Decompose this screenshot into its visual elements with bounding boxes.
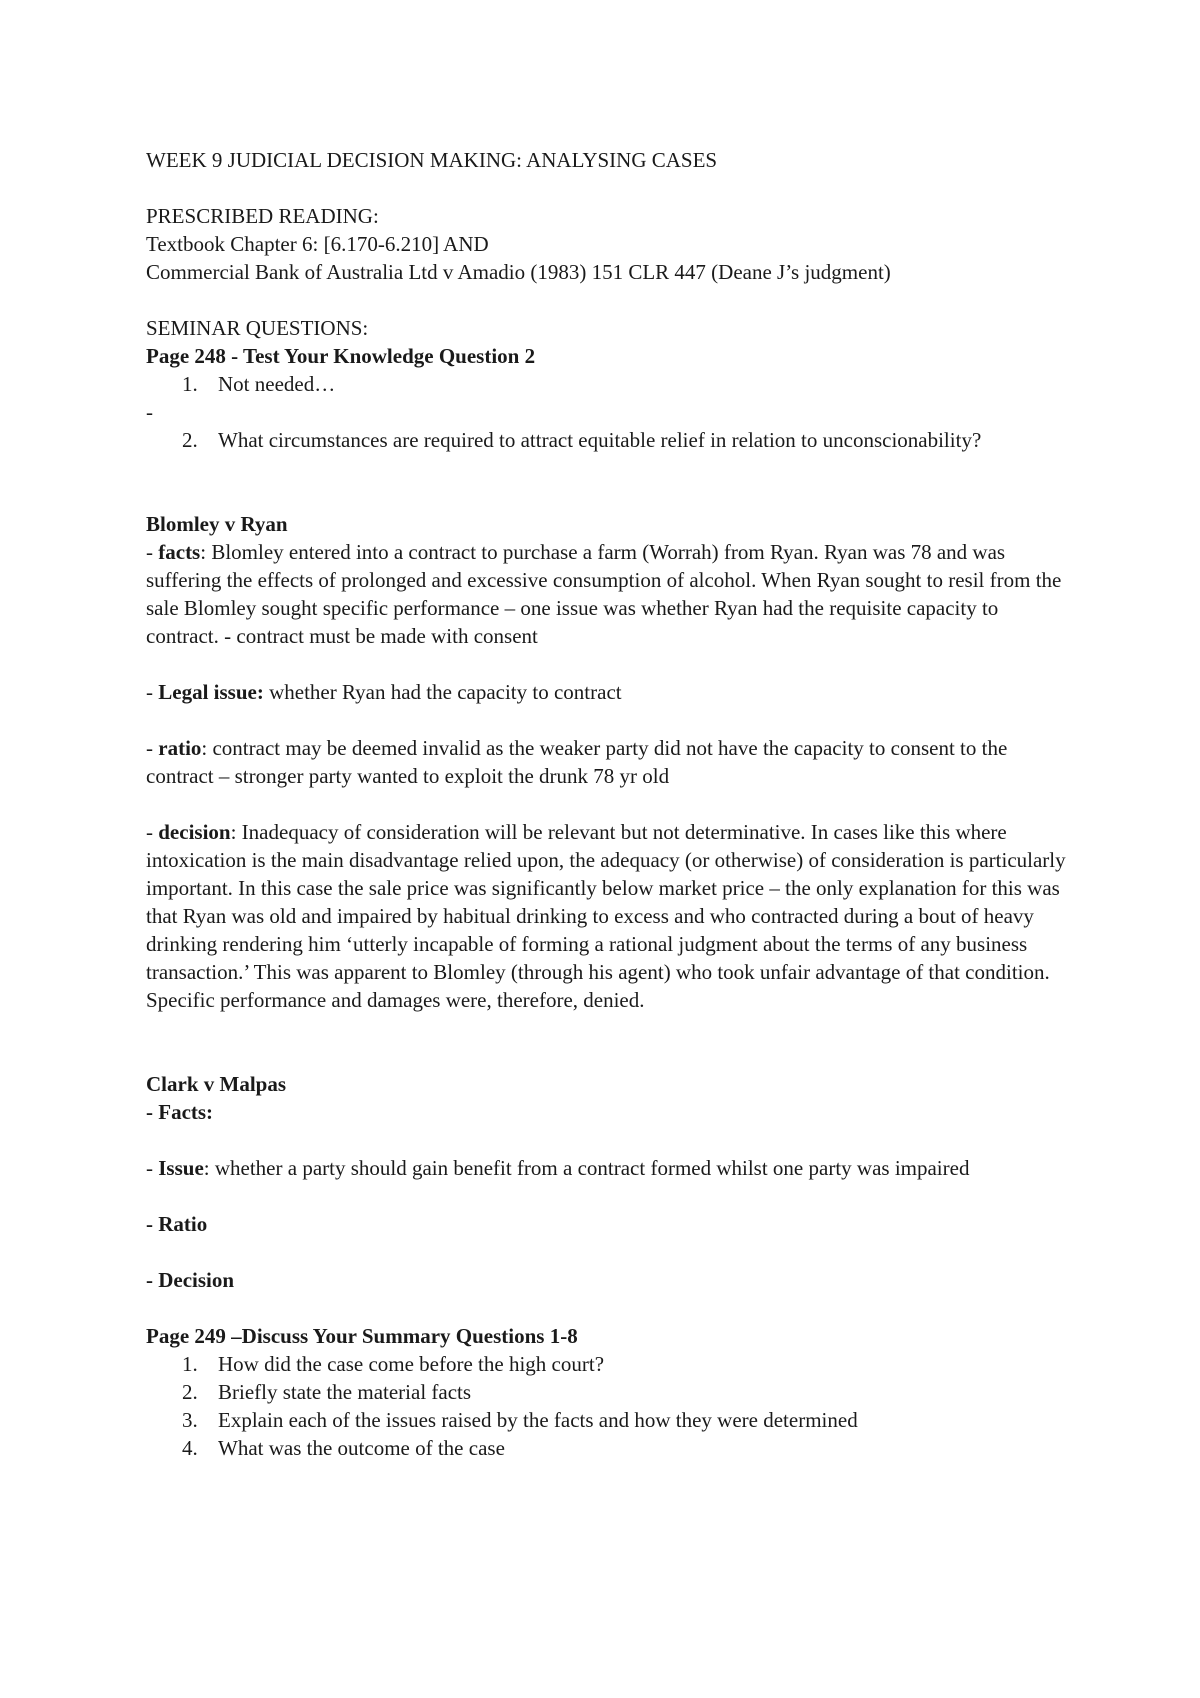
blomley-legal-issue: - Legal issue: whether Ryan had the capacity to contract xyxy=(146,680,622,704)
list-item xyxy=(146,426,1066,454)
list-number: 1. xyxy=(182,1352,198,1376)
case-heading-blomley: Blomley v Ryan xyxy=(146,512,288,536)
document-title: WEEK 9 JUDICIAL DECISION MAKING: ANALYSING CASES xyxy=(146,148,718,172)
case-heading-clark: Clark v Malpas xyxy=(146,1072,287,1096)
clark-decision: - Decision xyxy=(146,1268,235,1292)
seminar-question-list xyxy=(146,370,1066,398)
list-text: Not needed… xyxy=(218,372,336,396)
clark-issue: - Issue: whether a party should gain benefit from a contract formed whilst one party was impaired xyxy=(146,1156,970,1180)
list-number: 1. xyxy=(182,372,198,396)
list-number: 3. xyxy=(182,1408,198,1432)
list-number: 2. xyxy=(182,428,198,452)
list-text: Briefly state the material facts xyxy=(218,1380,472,1404)
list-text: How did the case come before the high court? xyxy=(218,1352,605,1376)
list-number: 4. xyxy=(182,1436,198,1460)
seminar-subheading: Page 248 - Test Your Knowledge Question 2 xyxy=(146,344,536,368)
list-item xyxy=(146,1406,1066,1434)
list-item xyxy=(146,1378,1066,1406)
summary-questions-heading: Page 249 –Discuss Your Summary Questions 1-8 xyxy=(146,1324,578,1348)
list-text: Explain each of the issues raised by the facts and how they were determined xyxy=(218,1408,858,1432)
list-item xyxy=(146,370,1066,398)
prescribed-reading-heading: PRESCRIBED READING: xyxy=(146,204,379,228)
dash-line: - xyxy=(146,400,153,424)
prescribed-reading-line-1: Textbook Chapter 6: [6.170-6.210] AND xyxy=(146,232,489,256)
list-item xyxy=(146,1350,1066,1378)
list-text: What was the outcome of the case xyxy=(218,1436,505,1460)
seminar-question-list-2 xyxy=(146,426,1066,454)
blomley-facts: - facts: Blomley entered into a contract to purchase a farm (Worrah) from Ryan. Ryan was 78 and was suffering the effects of prolonged and excessive consumption of alcohol. When Ryan sought to resil from the sale Blomley sought specific performance – one issue was whether Ryan had the requisite capacity to contract. - contract must be made with consent xyxy=(146,540,1062,648)
prescribed-reading-line-2: Commercial Bank of Australia Ltd v Amadio (1983) 151 CLR 447 (Deane J’s judgment) xyxy=(146,260,891,284)
blomley-ratio: - ratio: contract may be deemed invalid as the weaker party did not have the capacity to consent to the contract – stronger party wanted to exploit the drunk 78 yr old xyxy=(146,736,1008,788)
document-body xyxy=(146,146,1066,1462)
clark-ratio: - Ratio xyxy=(146,1212,208,1236)
list-number: 2. xyxy=(182,1380,198,1404)
seminar-questions-heading: SEMINAR QUESTIONS: xyxy=(146,316,369,340)
blomley-decision: - decision: Inadequacy of consideration will be relevant but not determinative. In cases like this where intoxication is the main disadvantage relied upon, the adequacy (or otherwise) of consideration is particularly important. In this case the sale price was significantly below market price – the only explanation for this was that Ryan was old and impaired by habitual drinking to excess and who contracted during a bout of heavy drinking rendering him ‘utterly incapable of forming a rational judgment about the terms of any business transaction.’ This was apparent to Blomley (through his agent) who took unfair advantage of that condition. Specific performance and damages were, therefore, denied. xyxy=(146,820,1066,1012)
list-text: What circumstances are required to attract equitable relief in relation to unconscionability? xyxy=(218,428,982,452)
list-item xyxy=(146,1434,1066,1462)
clark-facts: - Facts: xyxy=(146,1100,214,1124)
summary-question-list xyxy=(146,1350,1066,1462)
